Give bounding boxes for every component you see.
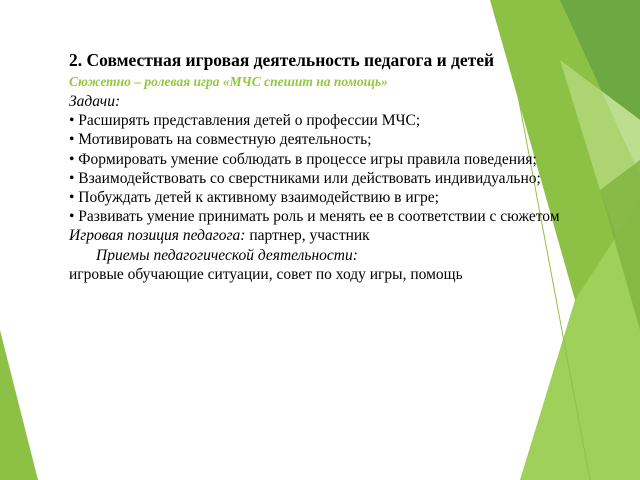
methods-label: Приемы педагогической деятельности:: [96, 246, 358, 264]
task-item: • Побуждать детей к активному взаимодействию в игре;: [69, 189, 439, 207]
slide-subtitle: Сюжетно – ролевая игра «МЧС спешит на помощь»: [69, 74, 388, 89]
methods-value: игровые обучающие ситуации, совет по ходу игры, помощь: [69, 265, 463, 283]
task-item: • Расширять представления детей о профессии МЧС;: [69, 112, 421, 130]
task-item: • Формировать умение соблюдать в процессе игры правила поведения;: [69, 150, 537, 168]
task-item: • Мотивировать на совместную деятельность;: [69, 131, 372, 149]
left-triangle: [0, 330, 38, 480]
tasks-label: Задачи:: [69, 93, 121, 110]
tasks-list: [69, 111, 569, 226]
teacher-position-label: Игровая позиция педагога:: [69, 227, 246, 245]
teacher-position-value: партнер, участник: [245, 227, 370, 245]
task-item: • Взаимодействовать со сверстниками или действовать индивидуально;: [69, 169, 541, 187]
slide-content: [69, 50, 569, 284]
teacher-position: [69, 226, 569, 245]
slide-title: 2. Совместная игровая деятельность педагога и детей: [69, 50, 495, 70]
task-item: • Развивать умение принимать роль и менять ее в соответствии с сюжетом: [69, 208, 560, 226]
